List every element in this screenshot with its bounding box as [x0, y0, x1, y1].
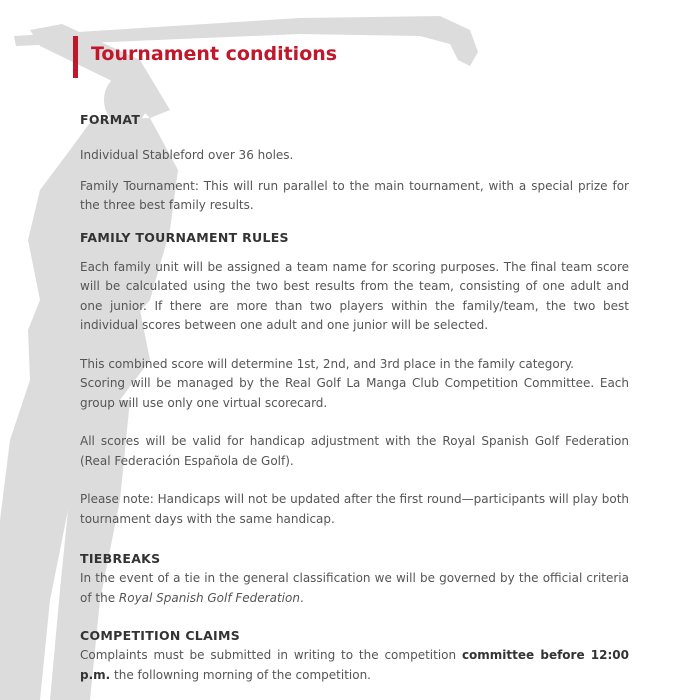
family-p1: Each family unit will be assigned a team name for scoring purposes. The final team score will be calculated using the two best results from the team, consisting of one adult and one junior. If there are more than two players within the family/team, the two best individual scores between one adult and one junior will be selected.	[80, 259, 629, 332]
family-p2a: This combined score will determine 1st, 2nd, and 3rd place in the family category.	[80, 356, 574, 371]
claims-end: the followning morning of the competition.	[110, 667, 371, 682]
tiebreaks-federation: Royal Spanish Golf Federation	[118, 590, 300, 605]
tiebreaks-end: .	[299, 590, 304, 605]
content	[80, 108, 629, 685]
tiebreaks-text-main: In the event of a tie in the general classification we will be governed by the official criteria of the	[80, 571, 629, 605]
format-p2: Family Tournament: This will run parallel to the main tournament, with a special prize for the three best family results.	[80, 178, 629, 212]
tiebreaks-text	[80, 569, 629, 608]
family-heading: FAMILY TOURNAMENT RULES	[80, 229, 289, 245]
claims-text	[80, 646, 629, 685]
page-title: Tournament conditions	[91, 43, 338, 65]
claims-heading: COMPETITION CLAIMS	[80, 628, 241, 643]
family-p3: All scores will be valid for handicap adjustment with the Royal Spanish Golf Federation (Real Federación Española de Golf).	[80, 434, 629, 468]
format-p1: Individual Stableford over 36 holes.	[80, 148, 294, 162]
family-p4: Please note: Handicaps will not be updated after the first round—participants will play both tournament days with the same handicap.	[80, 492, 629, 526]
title-accent-bar	[73, 36, 78, 78]
family-p2b: Scoring will be managed by the Real Golf La Manga Club Competition Committee. Each group will use only one virtual scorecard.	[80, 376, 629, 410]
format-heading: FORMAT	[80, 112, 141, 127]
claims-text-main: Complaints must be submitted in writing to the competition	[80, 648, 462, 662]
claims-deadline: committee before 12:00 p.m.	[80, 648, 630, 682]
tiebreaks-heading: TIEBREAKS	[80, 551, 161, 566]
